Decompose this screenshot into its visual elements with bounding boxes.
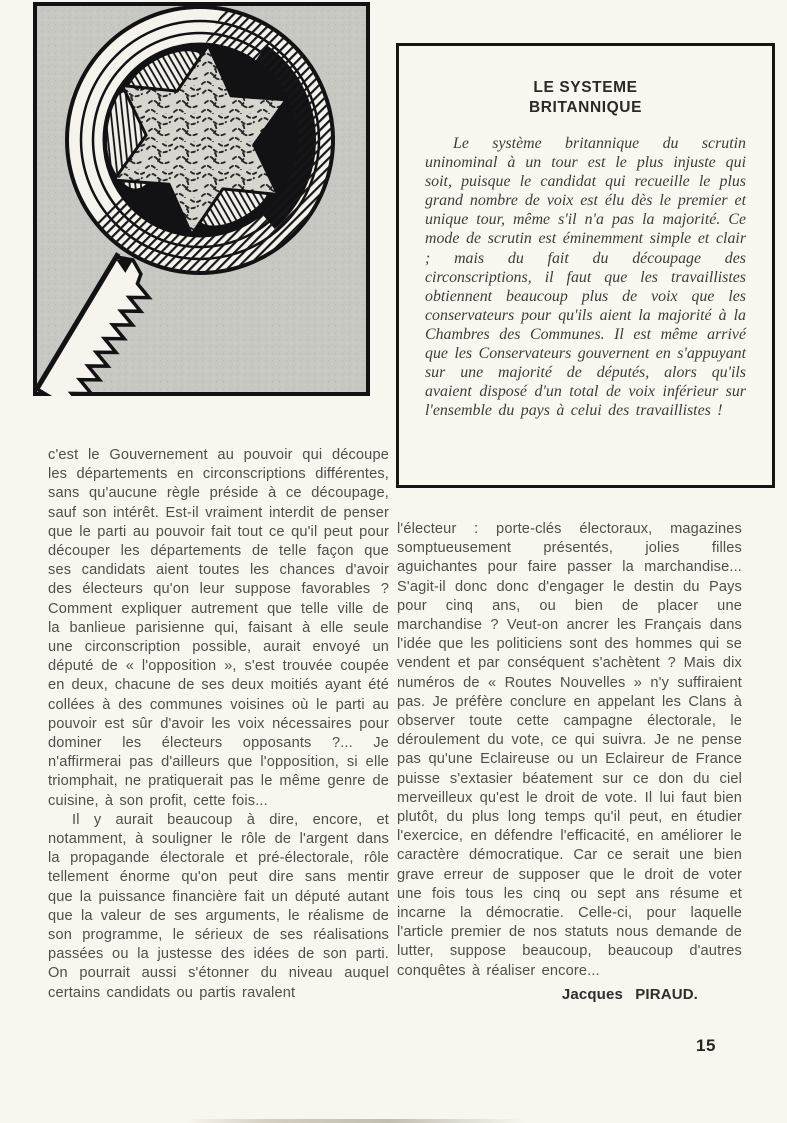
article-left-column: [48, 446, 389, 1003]
author-signature: Jacques PIRAUD.: [561, 985, 698, 1003]
sidebar-box-le-systeme-britannique: [396, 43, 775, 488]
box-body-text: Le système britannique du scrutin uninominal à un tour est le plus injuste qui soit, puisque le candidat qui recueille le plus grand nombre de voix est élu dès le premier et unique tour, même s'il n'a pas la majorité. Ce mode de scrutin est éminemment simple et clair ; mais du fait du découpage des circonscriptions, il faut que les travaillistes obtiennent beaucoup plus de voix que les conservateurs pour qu'ils aient la majorité à la Chambres des Communes. Il est même arrivé que les Conservateurs gouvernent en s'appuyant sur une majorité de députés, alors qu'ils avaient disposé d'un total de voix inférieur sur l'ensemble du pays à celui des travaillistes !: [425, 135, 746, 420]
paragraph: l'électeur : porte-clés électoraux, magazines somptueusement présentés, jolies filles aguichantes pour faire passer la marchandise... S'agit-il donc donc d'engager le destin du Pays pour cinq ans, ou bien de placer une marchandise ? Veut-on ancrer les Français dans l'idée que les politiciens sont des hommes qui se vendent et par conséquent s'achètent ? Mais dix numéros de « Routes Nouvelles » n'y suffiraient pas. Je préfère conclure en appelant les Clans à observer toute cette campagne électorale, le déroulement du vote, ce qui suivra. Je ne pense pas qu'une Eclaireuse ou un Eclaireur de France puisse s'extasier béatement sur ce don du ciel merveilleux qu'est le droit de vote. Il lui faut bien plutôt, du plus long temps qu'il peut, en étudier l'exercice, en défendre l'efficacité, en améliorer le caractère démocratique. Car ce serait une bien grave erreur de supposer que le droit de voter une fois tous les cinq ou sept ans résume et incarne la démocratie. Celle-ci, pour laquelle l'article premier de nos statuts nous demande de lutter, suppose beaucoup, beaucoup d'autres conquêtes à réaliser encore...: [397, 521, 742, 979]
box-title-line2: BRITANNIQUE: [528, 99, 643, 116]
paragraph: c'est le Gouvernement au pouvoir qui découpe les départements en circonscriptions différentes, sans qu'aucune règle préside à ce découpage, sauf son intérêt. Est-il vraiment interdit de penser que le parti au pouvoir fait tout ce qu'il peut pour découper les départements de telle façon que ses candidats aient toutes les chances d'avoir des électeurs qu'on leur suppose favorables ? Comment expliquer autrement que telle ville de la banlieue parisienne qui, faisant à elle seule une circonscription possible, aurait envoyé un député de « l'opposition », s'est trouvée coupée en deux, chacune de ses deux moitiés ayant été collées à des communes voisines où le parti au pouvoir est sûr d'avoir les voix nécessaires pour dominer les électeurs opposants ?... Je n'affirmerai pas d'ailleurs que l'opposition, si elle triomphait, ne pratiquerait pas le même genre de cuisine, à son profit, cette fois...: [48, 447, 389, 809]
scan-edge-artifact: [185, 1119, 525, 1123]
paragraph: Il y aurait beaucoup à dire, encore, et notamment, à souligner le rôle de l'argent dans la propagande électorale et pré-électorale, rôle tellement énorme qu'on peut dire sans mentir que la puissance financière fait un député autant que la valeur de ses arguments, le réalisme de son programme, le sérieux de ses réalisations passées ou la justesse des idées de son parti. On pourrait aussi s'étonner du niveau auquel certains candidats ou partis ravalent: [48, 811, 389, 1001]
page-number: 15: [696, 1036, 716, 1055]
box-title: [425, 78, 746, 118]
abstract-circle-saw-illustration: [33, 2, 370, 396]
article-right-column: [397, 520, 742, 1004]
box-title-line1: LE SYSTEME: [533, 79, 638, 96]
